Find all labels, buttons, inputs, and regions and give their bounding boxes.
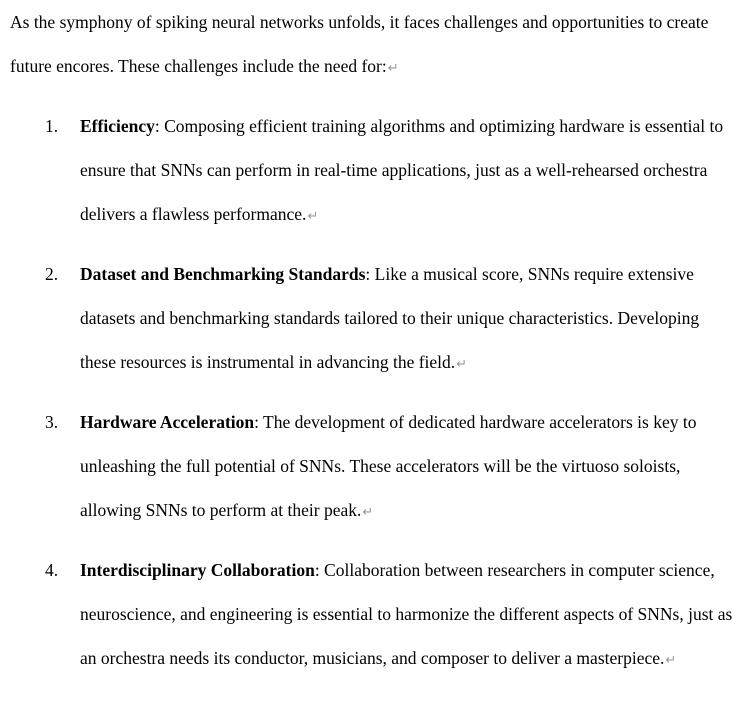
list-item: [10, 548, 735, 683]
item-term: Hardware Acceleration: [80, 412, 255, 432]
list-item: [10, 400, 735, 535]
item-term: Dataset and Benchmarking Standards: [80, 264, 366, 284]
paragraph-mark-icon: ↵: [307, 209, 319, 224]
document-body: [10, 0, 735, 683]
paragraph-mark-icon: ↵: [362, 505, 374, 520]
list-number: 1.: [45, 116, 59, 136]
list-number: 2.: [45, 264, 59, 284]
item-text: : Composing efficient training algorithms and optimizing hardware is essential to ensure that SNNs can perform in real-time applications, just as a well-rehearsed orchestra delivers a flawless performance.: [80, 116, 724, 224]
list-item: [10, 104, 735, 239]
list-item: [10, 252, 735, 387]
list-number: 3.: [45, 412, 59, 432]
item-term: Interdisciplinary Collaboration: [80, 560, 315, 580]
item-text: : Like a musical score, SNNs require extensive datasets and benchmarking standards tailored to their unique characteristics. Developing these resources is instrumental in advancing the field.: [80, 264, 700, 372]
item-term: Efficiency: [80, 116, 155, 136]
paragraph-mark-icon: ↵: [665, 653, 677, 668]
list-number: 4.: [45, 560, 59, 580]
intro-text: As the symphony of spiking neural networks unfolds, it faces challenges and opportunities to create future encores. These challenges include the need for:: [10, 12, 709, 76]
item-text: : Collaboration between researchers in computer science, neuroscience, and engineering is essential to harmonize the different aspects of SNNs, just as an orchestra needs its conductor, musicians, and composer to deliver a masterpiece.: [80, 560, 733, 668]
paragraph-mark-icon: ↵: [387, 61, 399, 76]
paragraph-mark-icon: ↵: [456, 357, 468, 372]
challenges-list: [10, 104, 735, 683]
item-text: : The development of dedicated hardware accelerators is key to unleashing the full potential of SNNs. These accelerators will be the virtuoso soloists, allowing SNNs to perform at their peak.: [80, 412, 697, 520]
intro-paragraph: [10, 0, 735, 91]
